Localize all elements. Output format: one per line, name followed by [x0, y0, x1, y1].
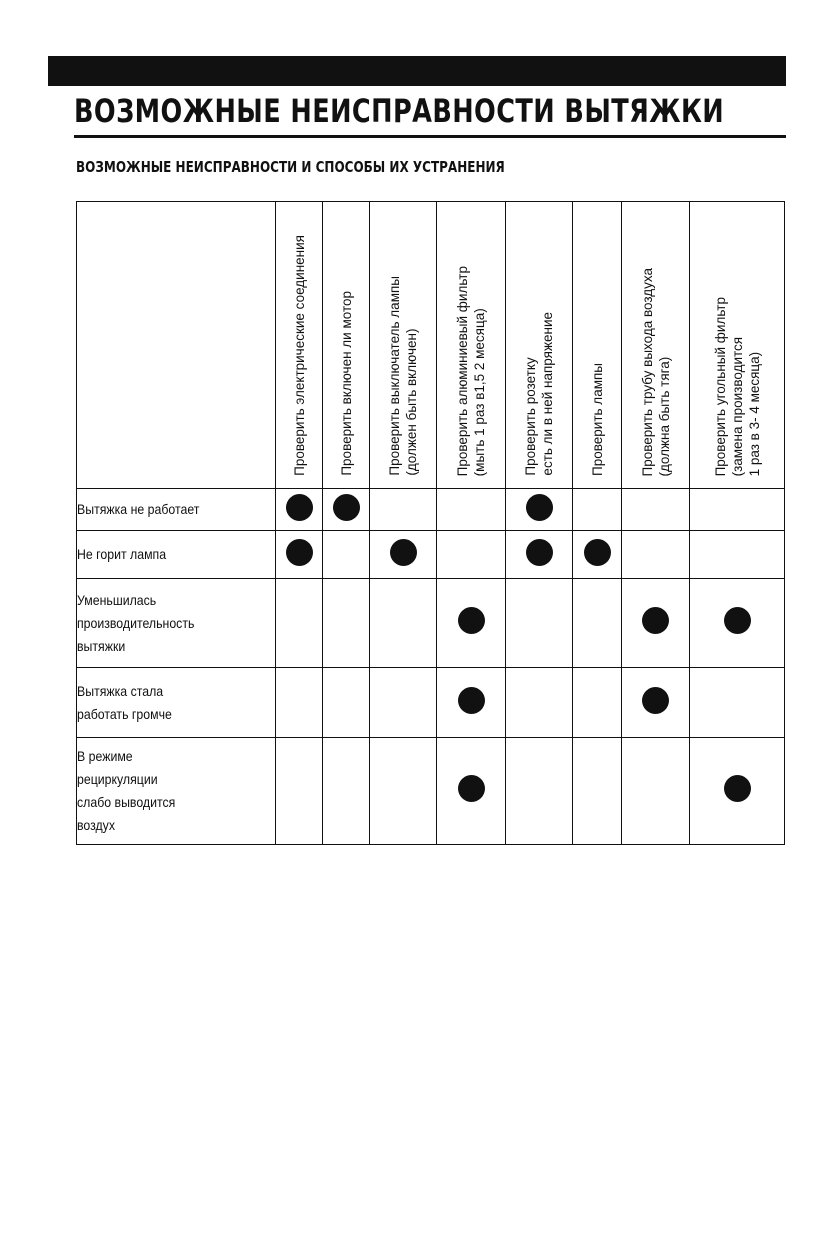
table-cell	[622, 579, 690, 668]
table-cell	[506, 738, 573, 845]
table-cell	[506, 489, 573, 531]
table-cell	[573, 531, 622, 579]
table-cell	[276, 531, 323, 579]
check-mark-dot-icon	[642, 607, 669, 634]
check-mark-dot-icon	[286, 539, 313, 566]
row-label-text: В режиме рециркуляции слабо выводится воздух	[77, 748, 176, 833]
table-cell	[323, 531, 370, 579]
table-cell	[437, 668, 506, 738]
table-cell	[370, 738, 437, 845]
top-bar	[48, 56, 786, 86]
table-cell	[573, 579, 622, 668]
column-header-label: Проверить угольный фильтр (замена производится 1 раз в 3- 4 месяца)	[712, 296, 762, 476]
column-header-label: Проверить трубу выхода воздуха (должна быть тяга)	[639, 267, 672, 476]
table-cell	[690, 489, 785, 531]
table-cell	[622, 668, 690, 738]
check-mark-dot-icon	[333, 494, 360, 521]
table-cell	[370, 668, 437, 738]
table-body	[77, 489, 785, 845]
column-header-label: Проверить розетку есть ли в ней напряжение	[523, 312, 555, 476]
column-header	[690, 202, 785, 489]
table-cell	[506, 579, 573, 668]
title-rule	[74, 135, 786, 138]
check-mark-dot-icon	[458, 687, 485, 714]
troubleshooting-table	[76, 201, 785, 845]
table-cell	[437, 531, 506, 579]
table-cell	[323, 668, 370, 738]
column-header	[573, 202, 622, 489]
column-header-label: Проверить лампы	[589, 363, 605, 476]
table-cell	[276, 579, 323, 668]
table-cell	[276, 668, 323, 738]
row-label	[77, 738, 276, 845]
column-header-label: Проверить алюминиевый фильтр (мыть 1 раз в1,5 2 месяца)	[455, 265, 487, 476]
column-header-label: Проверить электрические соединения	[291, 235, 307, 476]
table-cell	[573, 738, 622, 845]
table-cell	[276, 738, 323, 845]
check-mark-dot-icon	[458, 607, 485, 634]
row-label-text: Уменьшилась производительность вытяжки	[77, 591, 195, 654]
check-mark-dot-icon	[390, 539, 417, 566]
check-mark-dot-icon	[286, 494, 313, 521]
column-header-label: Проверить включен ли мотор	[338, 291, 354, 476]
check-mark-dot-icon	[724, 607, 751, 634]
row-label-text: Вытяжка не работает	[77, 501, 200, 517]
corner-cell	[77, 202, 276, 489]
table-cell	[323, 579, 370, 668]
table-cell	[506, 531, 573, 579]
row-label	[77, 531, 276, 579]
table-cell	[690, 738, 785, 845]
table-row	[77, 531, 785, 579]
table-cell	[573, 489, 622, 531]
check-mark-dot-icon	[458, 775, 485, 802]
table-cell	[370, 531, 437, 579]
column-header	[276, 202, 323, 489]
check-mark-dot-icon	[724, 775, 751, 802]
check-mark-dot-icon	[584, 539, 611, 566]
table-cell	[276, 489, 323, 531]
row-label	[77, 579, 276, 668]
row-label	[77, 489, 276, 531]
table-cell	[690, 579, 785, 668]
column-header	[323, 202, 370, 489]
table-row	[77, 668, 785, 738]
check-mark-dot-icon	[526, 494, 553, 521]
table-cell	[622, 531, 690, 579]
table-cell	[437, 738, 506, 845]
table-cell	[437, 579, 506, 668]
table-cell	[323, 489, 370, 531]
table-cell	[437, 489, 506, 531]
table-cell	[573, 668, 622, 738]
check-mark-dot-icon	[526, 539, 553, 566]
header-row	[77, 202, 785, 489]
column-header	[370, 202, 437, 489]
table-cell	[690, 531, 785, 579]
table-row	[77, 489, 785, 531]
table-cell	[370, 489, 437, 531]
section-subtitle: ВОЗМОЖНЫЕ НЕИСПРАВНОСТИ И СПОСОБЫ ИХ УСТРАНЕНИЯ	[76, 158, 505, 176]
column-header	[622, 202, 690, 489]
check-mark-dot-icon	[642, 687, 669, 714]
table-cell	[323, 738, 370, 845]
row-label	[77, 668, 276, 738]
page-title: ВОЗМОЖНЫЕ НЕИСПРАВНОСТИ ВЫТЯЖКИ	[74, 92, 725, 130]
table-cell	[506, 668, 573, 738]
table-row	[77, 579, 785, 668]
table-row	[77, 738, 785, 845]
row-label-text: Не горит лампа	[77, 546, 167, 562]
column-header	[437, 202, 506, 489]
column-header-label: Проверить выключатель лампы (должен быть включен)	[387, 276, 419, 476]
table-cell	[622, 489, 690, 531]
row-label-text: Вытяжка стала работать громче	[77, 682, 172, 722]
table-cell	[370, 579, 437, 668]
table-cell	[622, 738, 690, 845]
table-cell	[690, 668, 785, 738]
column-header	[506, 202, 573, 489]
